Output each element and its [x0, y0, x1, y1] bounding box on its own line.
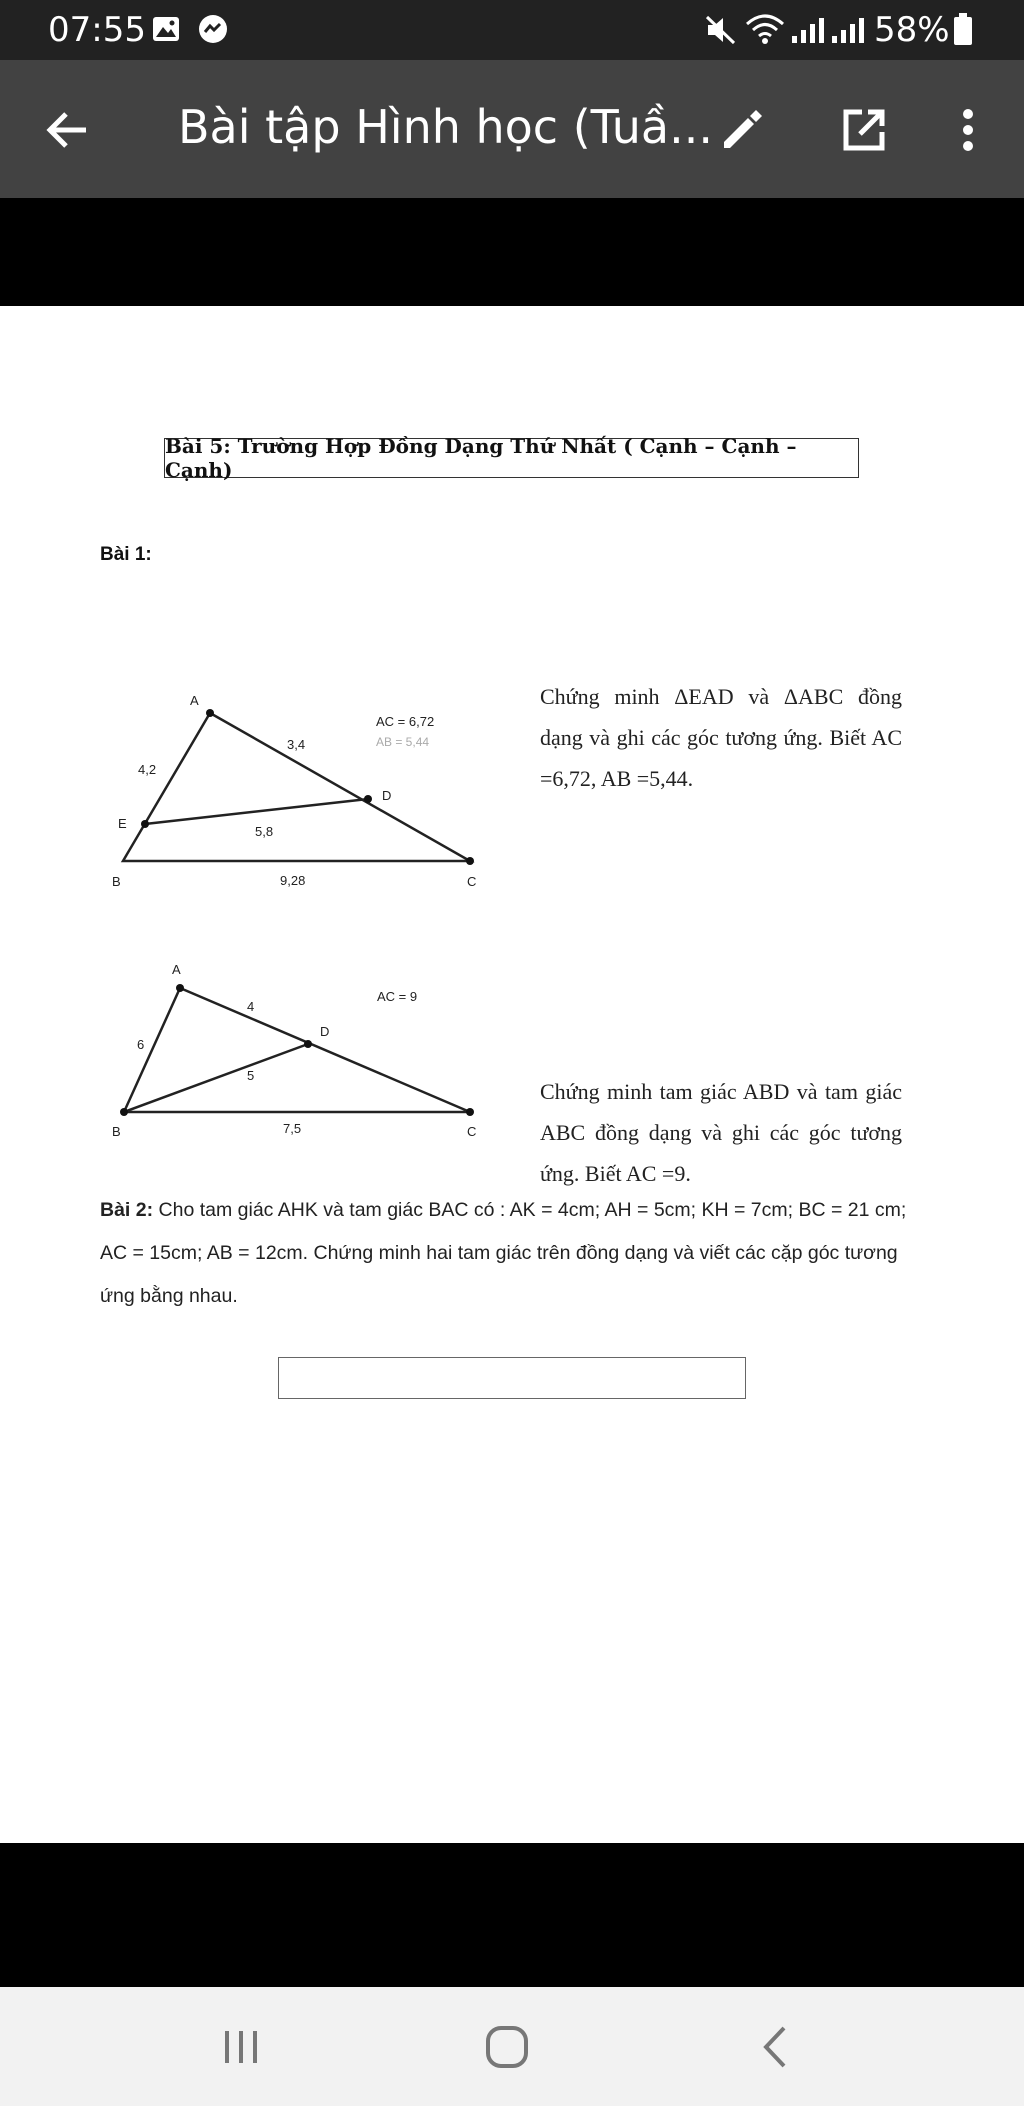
side-bd2-label: 5 — [247, 1068, 255, 1083]
navigation-bar — [0, 1987, 1024, 2106]
more-options-button[interactable] — [938, 100, 998, 160]
point-e — [141, 820, 149, 828]
bai1-text-1: Chứng minh ΔEAD và ΔABC đồng dạng và ghi các góc tương ứng. Biết AC =6,72, AB =5,44. — [540, 684, 902, 791]
side-ae-label: 4,2 — [138, 762, 157, 777]
bai1-text-2: Chứng minh tam giác ABD và tam giác ABC đồng dạng và ghi các góc tương ứng. Biết AC =9. — [540, 1079, 902, 1186]
recents-icon — [219, 2027, 263, 2067]
point-b-2 — [120, 1108, 128, 1116]
point-a — [206, 709, 214, 717]
clock: 07:55 — [48, 10, 146, 50]
battery-percent: 58% — [874, 10, 950, 50]
pencil-icon — [718, 106, 766, 154]
bai2-label: Bài 2: — [100, 1199, 154, 1221]
back-chevron-icon — [760, 2024, 790, 2070]
open-external-button[interactable] — [834, 100, 894, 160]
vertex-d2-label: D — [320, 1024, 330, 1039]
side-ad2-label: 4 — [247, 999, 255, 1014]
figure-2 — [100, 956, 520, 1196]
side-ad-label: 3,4 — [287, 737, 306, 752]
vertex-c-label: C — [467, 874, 477, 889]
nav-back-button[interactable] — [740, 2017, 810, 2077]
side-ed-label: 5,8 — [255, 824, 274, 839]
vertex-d-label: D — [382, 788, 392, 803]
segment-bd — [124, 1044, 308, 1112]
open-external-icon — [840, 106, 888, 154]
note-ab: AB = 5,44 — [376, 735, 430, 749]
app-toolbar — [0, 60, 1024, 198]
edit-button[interactable] — [712, 100, 772, 160]
home-icon — [484, 2024, 530, 2070]
arrow-left-icon — [46, 110, 90, 150]
lesson-heading: Bài 5: Trường Hợp Đồng Dạng Thứ Nhất ( Cạnh – Cạnh – Cạnh) — [164, 438, 859, 478]
side-bc2-label: 7,5 — [283, 1121, 302, 1136]
empty-answer-box — [278, 1357, 746, 1399]
bottom-black-band — [0, 1843, 1024, 1987]
point-c — [466, 857, 474, 865]
vertex-c2-label: C — [467, 1124, 477, 1139]
bai2-text: Cho tam giác AHK và tam giác BAC có : AK = 4cm; AH = 5cm; KH = 7cm; BC = 21 cm; AC = 15cm; AB = 12cm. Chứng minh hai tam giác trên đồng dạng và viết các cặp góc tương ứng bằng nhau. — [100, 1199, 907, 1307]
recents-button[interactable] — [206, 2017, 276, 2077]
note-ac: AC = 6,72 — [376, 714, 435, 729]
segment-ed — [145, 799, 368, 824]
point-c-2 — [466, 1108, 474, 1116]
side-bc-label: 9,28 — [280, 873, 306, 888]
image-icon — [152, 16, 180, 46]
note-ac-2: AC = 9 — [377, 989, 418, 1004]
point-a-2 — [176, 984, 184, 992]
point-d-2 — [304, 1040, 312, 1048]
wifi-icon — [745, 12, 785, 50]
vertex-a-label: A — [190, 693, 199, 708]
back-button[interactable] — [38, 100, 98, 160]
side-ab2-label: 6 — [137, 1037, 145, 1052]
bai2-paragraph — [100, 1189, 928, 1318]
vertex-a2-label: A — [172, 962, 181, 977]
bai1-label: Bài 1: — [100, 544, 152, 565]
document-title: Bài tập Hình học (Tuầ... — [178, 100, 713, 154]
vertex-e-label: E — [118, 816, 127, 831]
figure-1 — [100, 686, 520, 916]
home-button[interactable] — [472, 2017, 542, 2077]
status-bar — [0, 0, 1024, 60]
point-d — [364, 795, 372, 803]
mute-icon — [704, 14, 738, 50]
battery-icon — [952, 12, 974, 50]
signal-icon — [830, 16, 866, 48]
document-page[interactable] — [0, 306, 1024, 1843]
more-vert-icon — [958, 106, 978, 154]
messenger-icon — [198, 14, 228, 48]
vertex-b-label: B — [112, 874, 121, 889]
signal-icon — [790, 16, 826, 48]
vertex-b2-label: B — [112, 1124, 121, 1139]
top-black-band — [0, 198, 1024, 306]
